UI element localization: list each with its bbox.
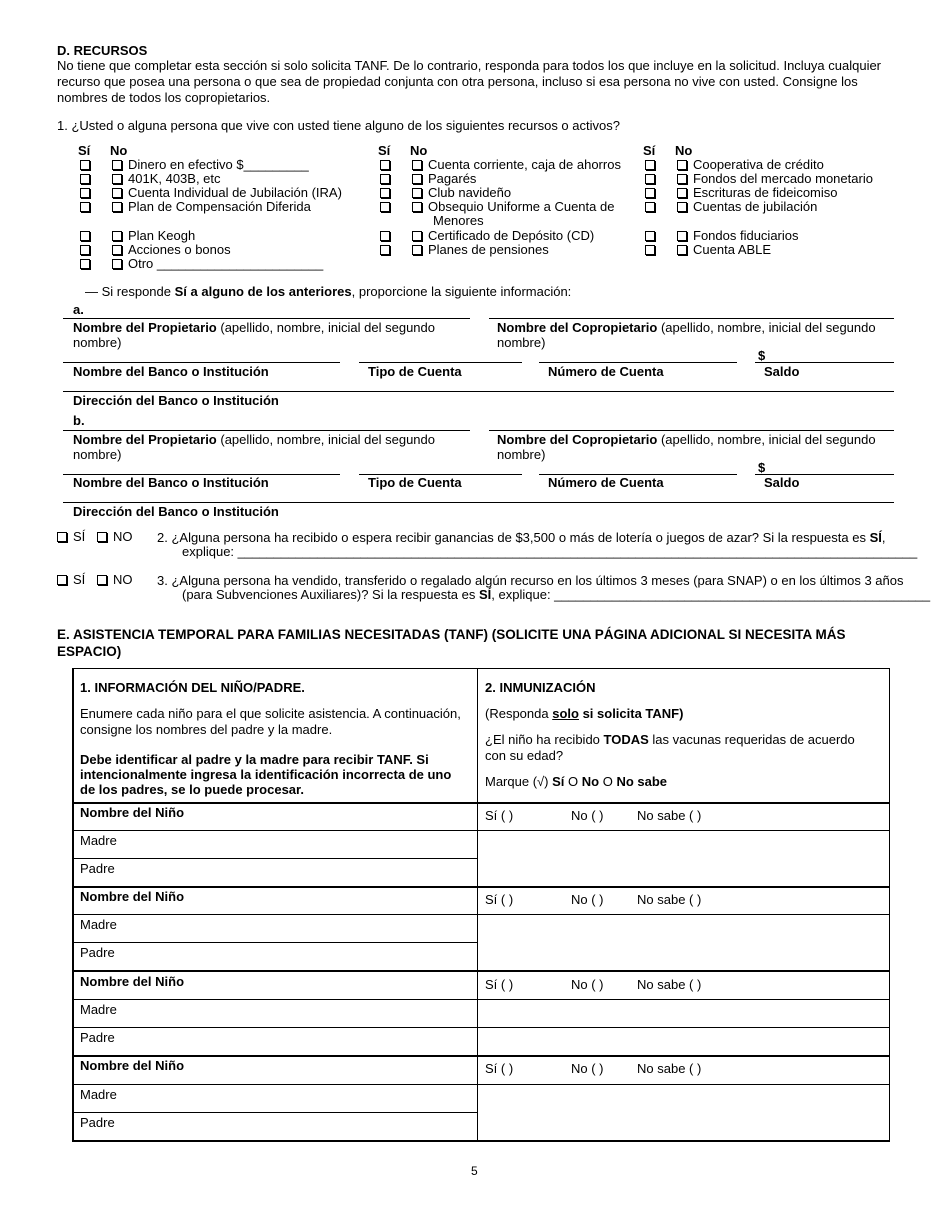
checkbox-si[interactable]: [380, 172, 396, 186]
page-number: 5: [471, 1164, 478, 1178]
entry-letter: a.: [73, 302, 84, 317]
q2-text: 2. ¿Alguna persona ha recibido o espera recibir ganancias de $3,500 o más de lotería o juegos de azar? Si la respuesta es SÍ,: [157, 530, 886, 545]
checkbox-no[interactable]: [412, 160, 422, 170]
col1-no-header: No: [110, 143, 128, 158]
account-type-line[interactable]: [359, 362, 522, 363]
checkbox-no[interactable]: [112, 188, 122, 198]
father-name-field[interactable]: Padre: [80, 861, 115, 876]
q3-si-checkbox[interactable]: SÍ: [57, 573, 85, 587]
resource-item[interactable]: Fondos del mercado monetario: [677, 172, 873, 186]
owner-line[interactable]: [63, 430, 470, 431]
resource-item[interactable]: Escrituras de fideicomiso: [677, 186, 838, 200]
checkbox-si[interactable]: [645, 229, 661, 243]
checkbox-si[interactable]: [645, 200, 661, 214]
owner-label: Nombre del Propietario (apellido, nombre, inicial del segundo nombre): [73, 432, 435, 462]
left-column-title: 1. INFORMACIÓN DEL NIÑO/PADRE.: [80, 680, 305, 695]
resource-item[interactable]: Cuentas de jubilación: [677, 200, 817, 214]
checkbox-si[interactable]: [80, 200, 96, 214]
checkbox-si[interactable]: [380, 229, 396, 243]
q2-explain-line[interactable]: explique: ______________________________________________________________________________________________: [182, 544, 918, 559]
section-e-heading: E. ASISTENCIA TEMPORAL PARA FAMILIAS NECESITADAS (TANF) (SOLICITE UNA PÁGINA ADICIONAL SI NECESITA MÁS ESPACIO): [57, 627, 846, 659]
immunization-no[interactable]: No ( ): [571, 808, 604, 823]
q3-explain-line[interactable]: (para Subvenciones Auxiliares)? Si la respuesta es SÍ, explique: ____________________________________________________: [182, 587, 931, 602]
checkbox-si[interactable]: [80, 172, 96, 186]
bank-name-label: Nombre del Banco o Institución: [73, 364, 269, 379]
q3-text: 3. ¿Alguna persona ha vendido, transferido o regalado algún recurso en los últimos 3 meses (para SNAP) o en los últimos 3 años: [157, 573, 904, 588]
resource-item[interactable]: Pagarés: [412, 172, 476, 186]
checkbox-si[interactable]: [645, 186, 661, 200]
immunization-no-sabe[interactable]: No sabe ( ): [637, 808, 702, 823]
resource-item[interactable]: Fondos fiduciarios: [677, 229, 799, 243]
dollar-sign: $: [758, 348, 766, 363]
bank-name-line[interactable]: [63, 362, 340, 363]
checkbox-si[interactable]: [80, 229, 96, 243]
checkbox-si[interactable]: [380, 186, 396, 200]
dollar-sign: $: [758, 460, 766, 475]
checkbox-si[interactable]: [645, 243, 661, 257]
resource-item[interactable]: Certificado de Depósito (CD): [412, 229, 594, 243]
resource-item[interactable]: Planes de pensiones: [412, 243, 549, 257]
child-name-field[interactable]: Nombre del Niño: [80, 1058, 185, 1073]
col2-no-header: No: [410, 143, 428, 158]
immunization-no-sabe[interactable]: No sabe ( ): [637, 977, 702, 992]
col1-si-header: Sí: [78, 143, 91, 158]
col3-si-header: Sí: [643, 143, 656, 158]
checkbox-no[interactable]: [677, 202, 687, 212]
checkbox-si[interactable]: [80, 186, 96, 200]
resource-item[interactable]: Otro _______________________: [112, 257, 323, 271]
checkbox-no[interactable]: [412, 245, 422, 255]
account-number-label: Número de Cuenta: [548, 364, 664, 379]
bank-address-label: Dirección del Banco o Institución: [73, 393, 279, 408]
checkbox-no[interactable]: [677, 231, 687, 241]
if-yes-instruction: — Si responde Sí a alguno de los anteriores, proporcione la siguiente información:: [85, 284, 572, 299]
immunization-si[interactable]: Sí ( ): [485, 808, 514, 823]
checkbox-si[interactable]: [645, 172, 661, 186]
mother-name-field[interactable]: Madre: [80, 1087, 117, 1102]
resource-item[interactable]: Cuenta corriente, caja de ahorros: [412, 158, 621, 172]
balance-label: Saldo: [764, 364, 800, 379]
resource-item[interactable]: Plan de Compensación Diferida: [112, 200, 311, 214]
checkbox-no[interactable]: [112, 174, 122, 184]
owner-label: Nombre del Propietario (apellido, nombre, inicial del segundo nombre): [73, 320, 435, 350]
checkbox-no[interactable]: [112, 160, 122, 170]
balance-label: Saldo: [764, 475, 800, 490]
immunization-no-sabe[interactable]: No sabe ( ): [637, 1061, 702, 1076]
section-d-intro: No tiene que completar esta sección si solo solicita TANF. De lo contrario, responda para todos los que incluye en la solicitud. Incluya cualquier recurso que posea una persona o que sea de propiedad conjunta con otra persona, incluso si esa persona no vive con usted. Consigne los nombres de todos los copropietarios.: [57, 58, 882, 105]
bank-address-line[interactable]: [63, 502, 894, 503]
checkbox-no[interactable]: [677, 174, 687, 184]
checkbox-no[interactable]: [412, 174, 422, 184]
bank-address-line[interactable]: [63, 391, 894, 392]
q2-no-checkbox[interactable]: NO: [97, 530, 133, 544]
right-column-title: 2. INMUNIZACIÓN: [485, 680, 596, 695]
q3-no-checkbox[interactable]: NO: [97, 573, 133, 587]
resource-item[interactable]: Dinero en efectivo $_________: [112, 158, 309, 172]
resource-item[interactable]: Plan Keogh: [112, 229, 195, 243]
resource-item[interactable]: Club navideño: [412, 186, 511, 200]
immunization-no[interactable]: No ( ): [571, 892, 604, 907]
account-type-label: Tipo de Cuenta: [368, 364, 462, 379]
resource-item[interactable]: 401K, 403B, etc: [112, 172, 221, 186]
checkbox-no[interactable]: [112, 202, 122, 212]
bank-name-label: Nombre del Banco o Institución: [73, 475, 269, 490]
checkbox-no[interactable]: [412, 231, 422, 241]
immunization-no[interactable]: No ( ): [571, 1061, 604, 1076]
checkbox-si[interactable]: [80, 257, 96, 271]
bank-address-label: Dirección del Banco o Institución: [73, 504, 279, 519]
checkbox-si[interactable]: [80, 158, 96, 172]
checkbox-no[interactable]: [112, 245, 122, 255]
q2-si-checkbox[interactable]: SÍ: [57, 530, 85, 544]
checkbox-si[interactable]: [645, 158, 661, 172]
checkbox-si[interactable]: [380, 243, 396, 257]
checkbox-no[interactable]: [677, 188, 687, 198]
checkbox-no[interactable]: [677, 160, 687, 170]
left-column-instructions: Enumere cada niño para el que solicite asistencia. A continuación, consigne los nombres del padre y la madre.: [80, 706, 461, 737]
col3-no-header: No: [675, 143, 693, 158]
account-type-label: Tipo de Cuenta: [368, 475, 462, 490]
resource-item-cont: Menores: [433, 213, 484, 228]
mother-name-field[interactable]: Madre: [80, 1002, 117, 1017]
father-name-field[interactable]: Padre: [80, 1115, 115, 1130]
account-number-line[interactable]: [539, 362, 737, 363]
right-column-note: (Responda solo si solicita TANF): [485, 706, 684, 721]
coowner-line[interactable]: [489, 430, 894, 431]
question-1: 1. ¿Usted o alguna persona que vive con usted tiene alguno de los siguientes recursos o activos?: [57, 118, 620, 133]
resource-item[interactable]: Cooperativa de crédito: [677, 158, 824, 172]
owner-line[interactable]: [63, 318, 470, 319]
right-column-question: ¿El niño ha recibido TODAS las vacunas requeridas de acuerdo con su edad?: [485, 732, 855, 763]
child-name-field[interactable]: Nombre del Niño: [80, 805, 185, 820]
coowner-line[interactable]: [489, 318, 894, 319]
resource-item[interactable]: Cuenta Individual de Jubilación (IRA): [112, 186, 342, 200]
immunization-si[interactable]: Sí ( ): [485, 977, 514, 992]
coowner-label: Nombre del Copropietario (apellido, nombre, inicial del segundo nombre): [497, 432, 876, 462]
entry-letter: b.: [73, 413, 85, 428]
checkbox-no[interactable]: [412, 188, 422, 198]
checkbox-no[interactable]: [112, 259, 122, 269]
immunization-si[interactable]: Sí ( ): [485, 1061, 514, 1076]
col2-si-header: Sí: [378, 143, 391, 158]
section-d-heading: D. RECURSOS: [57, 43, 148, 58]
checkbox-no[interactable]: [412, 202, 422, 212]
account-number-label: Número de Cuenta: [548, 475, 664, 490]
checkbox-si[interactable]: [380, 158, 396, 172]
resource-item[interactable]: Cuenta ABLE: [677, 243, 771, 257]
father-name-field[interactable]: Padre: [80, 1030, 115, 1045]
immunization-no[interactable]: No ( ): [571, 977, 604, 992]
checkbox-si[interactable]: [80, 243, 96, 257]
resource-item[interactable]: Obsequio Uniforme a Cuenta de: [412, 200, 614, 214]
checkbox-si[interactable]: [380, 200, 396, 214]
balance-line[interactable]: [755, 362, 894, 363]
father-name-field[interactable]: Padre: [80, 945, 115, 960]
child-name-field[interactable]: Nombre del Niño: [80, 974, 185, 989]
mother-name-field[interactable]: Madre: [80, 833, 117, 848]
checkbox-no[interactable]: [112, 231, 122, 241]
resource-item[interactable]: Acciones o bonos: [112, 243, 231, 257]
coowner-label: Nombre del Copropietario (apellido, nombre, inicial del segundo nombre): [497, 320, 876, 350]
checkbox-no[interactable]: [677, 245, 687, 255]
child-name-field[interactable]: Nombre del Niño: [80, 889, 185, 904]
immunization-no-sabe[interactable]: No sabe ( ): [637, 892, 702, 907]
immunization-si[interactable]: Sí ( ): [485, 892, 514, 907]
right-column-mark: Marque (√) Sí O No O No sabe: [485, 774, 668, 789]
left-column-warning: Debe identificar al padre y la madre para recibir TANF. Si intencionalmente ingresa la identificación incorrecta de uno de los padres, se lo puede procesar.: [80, 752, 452, 797]
mother-name-field[interactable]: Madre: [80, 917, 117, 932]
